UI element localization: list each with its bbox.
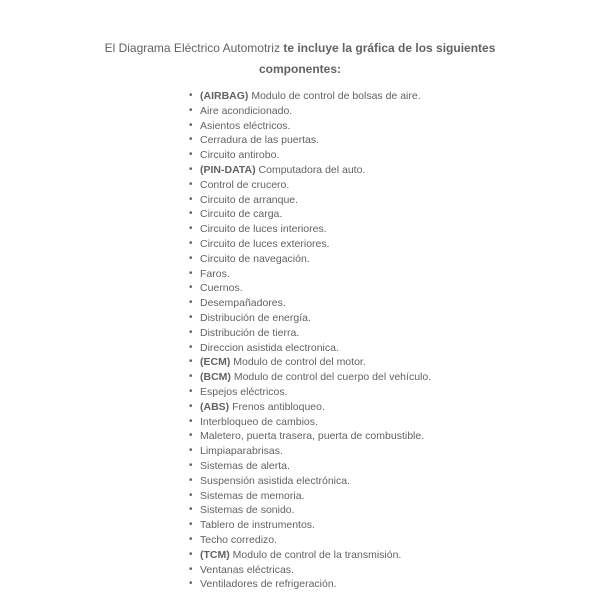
list-item	[189, 89, 600, 104]
list-item	[189, 207, 600, 222]
list-item	[189, 222, 600, 237]
component-text: Circuito de luces exteriores.	[200, 237, 330, 250]
bullet-icon: •	[189, 430, 193, 442]
bullet-icon: •	[189, 119, 193, 131]
component-text: Circuito de navegación.	[200, 252, 310, 265]
component-text: Cuernos.	[200, 282, 243, 295]
component-code: (PIN-DATA)	[200, 163, 256, 176]
list-item	[189, 385, 600, 400]
component-code: (AIRBAG)	[200, 90, 249, 102]
bullet-icon: •	[189, 519, 193, 531]
bullet-icon: •	[189, 163, 193, 175]
component-code: (ECM)	[200, 356, 231, 369]
list-item	[189, 518, 600, 533]
list-item	[189, 104, 600, 119]
bullet-icon: •	[189, 193, 193, 205]
bullet-icon: •	[189, 504, 193, 516]
list-item	[189, 148, 600, 163]
title-regular-part: El Diagrama Eléctrico Automotriz	[104, 41, 280, 55]
component-text: Sistemas de memoria.	[200, 489, 305, 502]
list-item	[189, 444, 600, 459]
component-text: Tablero de instrumentos.	[200, 519, 315, 532]
component-text: Aire acondicionado.	[200, 104, 293, 117]
component-text: Control de crucero.	[200, 178, 290, 191]
list-item	[189, 133, 600, 148]
list-item	[189, 341, 600, 356]
bullet-icon: •	[189, 371, 193, 383]
list-item	[189, 119, 600, 134]
list-item	[189, 474, 600, 489]
bullet-icon: •	[189, 533, 193, 545]
list-item	[189, 563, 600, 578]
bullet-icon: •	[189, 208, 193, 220]
bullet-icon: •	[189, 445, 193, 457]
component-text: Asientos eléctricos.	[200, 119, 291, 132]
component-text: Frenos antibloqueo.	[232, 400, 325, 413]
bullet-icon: •	[189, 311, 193, 323]
bullet-icon: •	[189, 385, 193, 397]
bullet-icon: •	[189, 149, 193, 161]
list-item	[189, 267, 600, 282]
list-item	[189, 415, 600, 430]
component-text: Cerradura de las puertas.	[200, 134, 320, 147]
bullet-icon: •	[189, 578, 193, 590]
list-item	[189, 459, 600, 474]
component-code: (TCM)	[200, 548, 230, 561]
list-item	[189, 355, 600, 370]
component-text: Desempañadores.	[200, 297, 286, 310]
list-item	[189, 178, 600, 193]
list-item	[189, 503, 600, 518]
component-text: Interbloqueo de cambios.	[200, 415, 318, 428]
component-text: Modulo de control de la transmisión.	[232, 548, 402, 561]
bullet-icon: •	[189, 563, 193, 575]
component-text: Limpiaparabrisas.	[200, 445, 283, 458]
list-item	[189, 193, 600, 208]
component-code: (ABS)	[200, 400, 230, 413]
bullet-icon: •	[189, 297, 193, 309]
bullet-icon: •	[189, 252, 193, 264]
bullet-icon: •	[189, 237, 193, 249]
list-item	[189, 533, 600, 548]
bullet-icon: •	[189, 415, 193, 427]
bullet-icon: •	[189, 134, 193, 146]
bullet-icon: •	[189, 356, 193, 368]
bullet-icon: •	[189, 267, 193, 279]
bullet-icon: •	[189, 459, 193, 471]
component-text: Circuito antirobo.	[200, 149, 280, 162]
bullet-icon: •	[189, 489, 193, 501]
list-item	[189, 400, 600, 415]
component-text: Espejos eléctricos.	[200, 385, 288, 398]
bullet-icon: •	[189, 341, 193, 353]
component-text: Computadora del auto.	[258, 163, 366, 176]
component-text: Suspensión asistida electrónica.	[200, 474, 351, 487]
title-bold-part: te incluye la gráfica de los siguientes componentes:	[258, 41, 496, 76]
component-text: Maletero, puerta trasera, puerta de combustible.	[200, 430, 425, 443]
list-item	[189, 311, 600, 326]
list-item	[189, 237, 600, 252]
bullet-icon: •	[189, 474, 193, 486]
components-list	[189, 89, 600, 592]
component-text: Circuito de carga.	[200, 208, 283, 221]
list-item	[189, 163, 600, 178]
list-item	[189, 489, 600, 504]
component-text: Circuito de arranque.	[200, 193, 299, 206]
bullet-icon: •	[189, 90, 193, 101]
component-text: Circuito de luces interiores.	[200, 223, 327, 236]
component-text: Modulo de control de bolsas de aire.	[251, 90, 421, 102]
list-item	[189, 577, 600, 592]
component-text: Distribución de energía.	[200, 311, 311, 324]
component-text: Direccion asistida electronica.	[200, 341, 339, 354]
bullet-icon: •	[189, 326, 193, 338]
bullet-icon: •	[189, 548, 193, 560]
page-title	[85, 38, 515, 80]
list-item	[189, 548, 600, 563]
component-code: (BCM)	[200, 371, 231, 384]
component-text: Techo corredizo.	[200, 533, 278, 546]
bullet-icon: •	[189, 178, 193, 190]
list-item	[189, 281, 600, 296]
list-item	[189, 326, 600, 341]
component-text: Ventanas eléctricas.	[200, 563, 294, 576]
list-item	[189, 252, 600, 267]
list-item	[189, 296, 600, 311]
component-text: Faros.	[200, 267, 230, 280]
list-item	[189, 370, 600, 385]
component-text: Sistemas de sonido.	[200, 504, 295, 517]
bullet-icon: •	[189, 400, 193, 412]
component-text: Sistemas de alerta.	[200, 459, 290, 472]
component-text: Ventiladores de refrigeración.	[200, 578, 337, 591]
bullet-icon: •	[189, 282, 193, 294]
component-text: Modulo de control del cuerpo del vehículo.	[233, 371, 432, 384]
bullet-icon: •	[189, 223, 193, 235]
component-text: Modulo de control del motor.	[233, 356, 366, 369]
bullet-icon: •	[189, 104, 193, 116]
component-text: Distribución de tierra.	[200, 326, 300, 339]
list-item	[189, 429, 600, 444]
